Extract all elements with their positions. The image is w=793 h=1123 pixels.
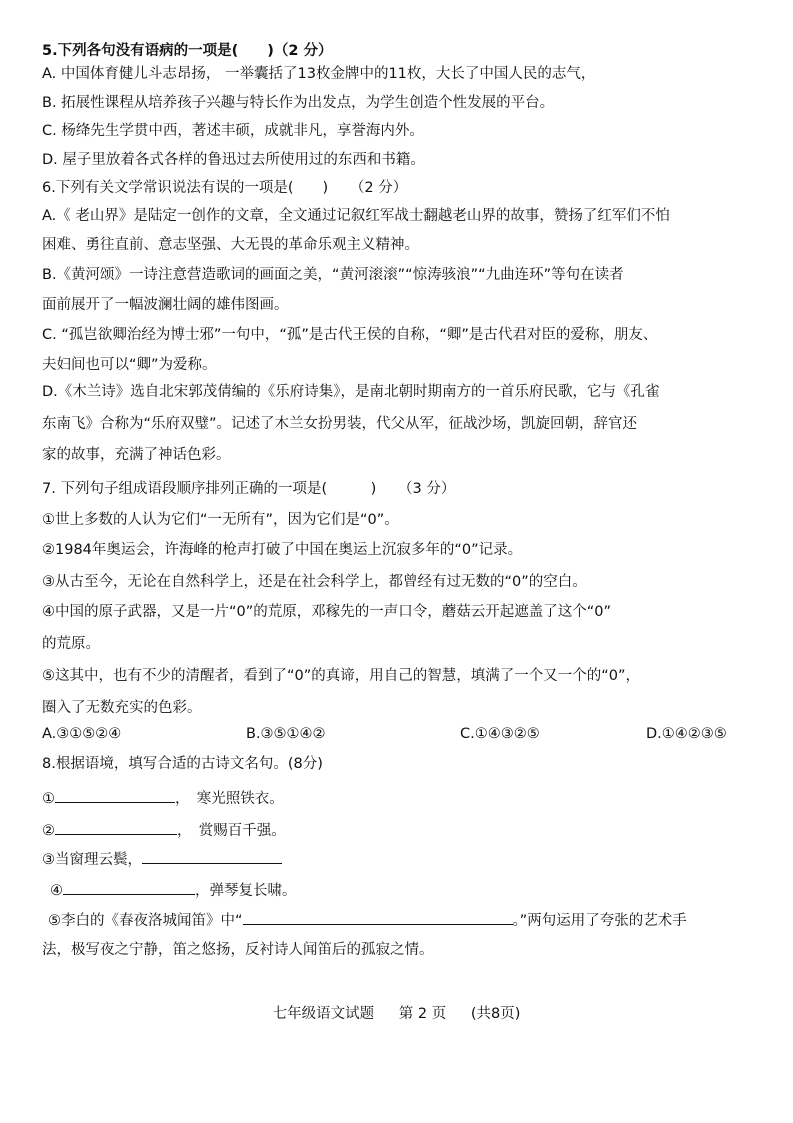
q8-item-4 xyxy=(50,880,790,900)
footer-subject: 七年级语文试题 xyxy=(272,1006,375,1022)
q8-item-1-number: ① xyxy=(42,791,55,807)
q8-blank-5[interactable] xyxy=(243,910,513,925)
q8-item-5-text-after: 。”两句运用了夸张的艺术手 xyxy=(512,913,687,929)
q8-stem: 8.根据语境，填写合适的古诗文名句。(8分) xyxy=(42,756,323,772)
q6-option-b-line1: B.《黄河颂》一诗注意营造歌词的画面之美，“黄河滚滚”“惊涛骇浪”“九曲连环”等句在读者 xyxy=(42,267,624,283)
q8-item-2-text: ， 赏赐百千强。 xyxy=(177,823,286,839)
q6-stem: 6.下列有关文学常识说法有误的一项是( ) （2 分） xyxy=(42,180,408,196)
q6-option-d-line2: 东南飞》合称为“乐府双璧”。记述了木兰女扮男装，代父从军，征战沙场，凯旋回朝，辞官还 xyxy=(42,416,638,432)
q7-sentence-5-line1: ⑤这其中，也有不少的清醒者，看到了“0”的真谛，用自己的智慧，填满了一个又一个的“0”， xyxy=(42,668,640,684)
q7-option-b: B.③⑤①④② xyxy=(246,726,326,742)
q8-item-5 xyxy=(48,910,788,930)
q8-item-3-text: ③当窗理云鬓， xyxy=(42,852,142,868)
footer-page-number: 第 2 页 xyxy=(398,1006,447,1022)
q7-options-row xyxy=(42,725,782,745)
q8-item-2-number: ② xyxy=(42,823,55,839)
q8-blank-3[interactable] xyxy=(142,849,282,864)
q7-option-d: D.①④②③⑤ xyxy=(646,726,727,742)
footer-total-pages: (共8页) xyxy=(470,1006,521,1022)
q5-option-b: B. 拓展性课程从培养孩子兴趣与特长作为出发点，为学生创造个性发展的平台。 xyxy=(42,95,555,111)
page-footer xyxy=(0,1005,793,1023)
q8-item-5-text-before: ⑤李白的《春夜洛城闻笛》中“ xyxy=(48,913,243,929)
q5-option-d: D. 屋子里放着各式各样的鲁迅过去所使用过的东西和书籍。 xyxy=(42,152,425,168)
q5-option-a: A. 中国体育健儿斗志昂扬， 一举囊括了13枚金牌中的11枚，大长了中国人民的志气， xyxy=(42,66,596,82)
q8-blank-2[interactable] xyxy=(55,820,177,835)
q5-stem: 5.下列各句没有语病的一项是( )（2 分） xyxy=(42,43,333,59)
q8-item-4-text: ，弹琴复长啸。 xyxy=(195,883,297,899)
q8-blank-4[interactable] xyxy=(63,880,195,895)
q7-sentence-3: ③从古至今，无论在自然科学上，还是在社会科学上，都曾经有过无数的“0”的空白。 xyxy=(42,574,587,590)
q7-sentence-2: ②1984年奥运会，许海峰的枪声打破了中国在奥运上沉寂多年的“0”记录。 xyxy=(42,542,523,558)
q7-stem: 7. 下列句子组成语段顺序排列正确的一项是( ) （3 分） xyxy=(42,481,456,497)
q7-option-c: C.①④③②⑤ xyxy=(460,726,540,742)
q7-option-a: A.③①⑤②④ xyxy=(42,726,122,742)
q6-option-d-line3: 家的故事，充满了神话色彩。 xyxy=(42,447,231,463)
q7-sentence-5-line2: 圈入了无数充实的色彩。 xyxy=(42,700,202,716)
q8-item-4-number: ④ xyxy=(50,883,63,899)
q7-sentence-4-line2: 的荒原。 xyxy=(42,636,100,652)
q8-item-2 xyxy=(42,820,782,840)
q6-option-d-line1: D.《木兰诗》选自北宋郭茂倩编的《乐府诗集》，是南北朝时期南方的一首乐府民歌，它与《孔雀 xyxy=(42,384,660,400)
q8-item-1 xyxy=(42,788,782,808)
q5-option-c: C. 杨绛先生学贯中西，著述丰硕，成就非凡，享誉海内外。 xyxy=(42,123,424,139)
q6-option-c-line2: 夫妇间也可以“卿”为爱称。 xyxy=(42,357,217,373)
q8-item-3 xyxy=(42,849,782,869)
q7-sentence-4-line1: ④中国的原子武器，又是一片“0”的荒原，邓稼先的一声口令，蘑菇云开起遮盖了这个“0” xyxy=(42,604,611,620)
q6-option-a-line1: A.《 老山界》是陆定一创作的文章，全文通过记叙红军战士翻越老山界的故事，赞扬了红军们不怕 xyxy=(42,208,670,224)
q6-option-a-line2: 困难、勇往直前、意志坚强、大无畏的革命乐观主义精神。 xyxy=(42,237,419,253)
q6-option-b-line2: 面前展开了一幅波澜壮阔的雄伟图画。 xyxy=(42,297,289,313)
q7-sentence-1: ①世上多数的人认为它们“一无所有”，因为它们是“0”。 xyxy=(42,512,399,528)
q6-option-c-line1: C. “孤岂欲卿治经为博士邪”一句中，“孤”是古代王侯的自称，“卿”是古代君对臣的爱称，朋友、 xyxy=(42,327,658,343)
q8-blank-1[interactable] xyxy=(55,788,175,803)
q8-item-1-text: ， 寒光照铁衣。 xyxy=(175,791,284,807)
q8-item-5-continuation: 法，极写夜之宁静，笛之悠扬，反衬诗人闻笛后的孤寂之情。 xyxy=(42,942,434,958)
